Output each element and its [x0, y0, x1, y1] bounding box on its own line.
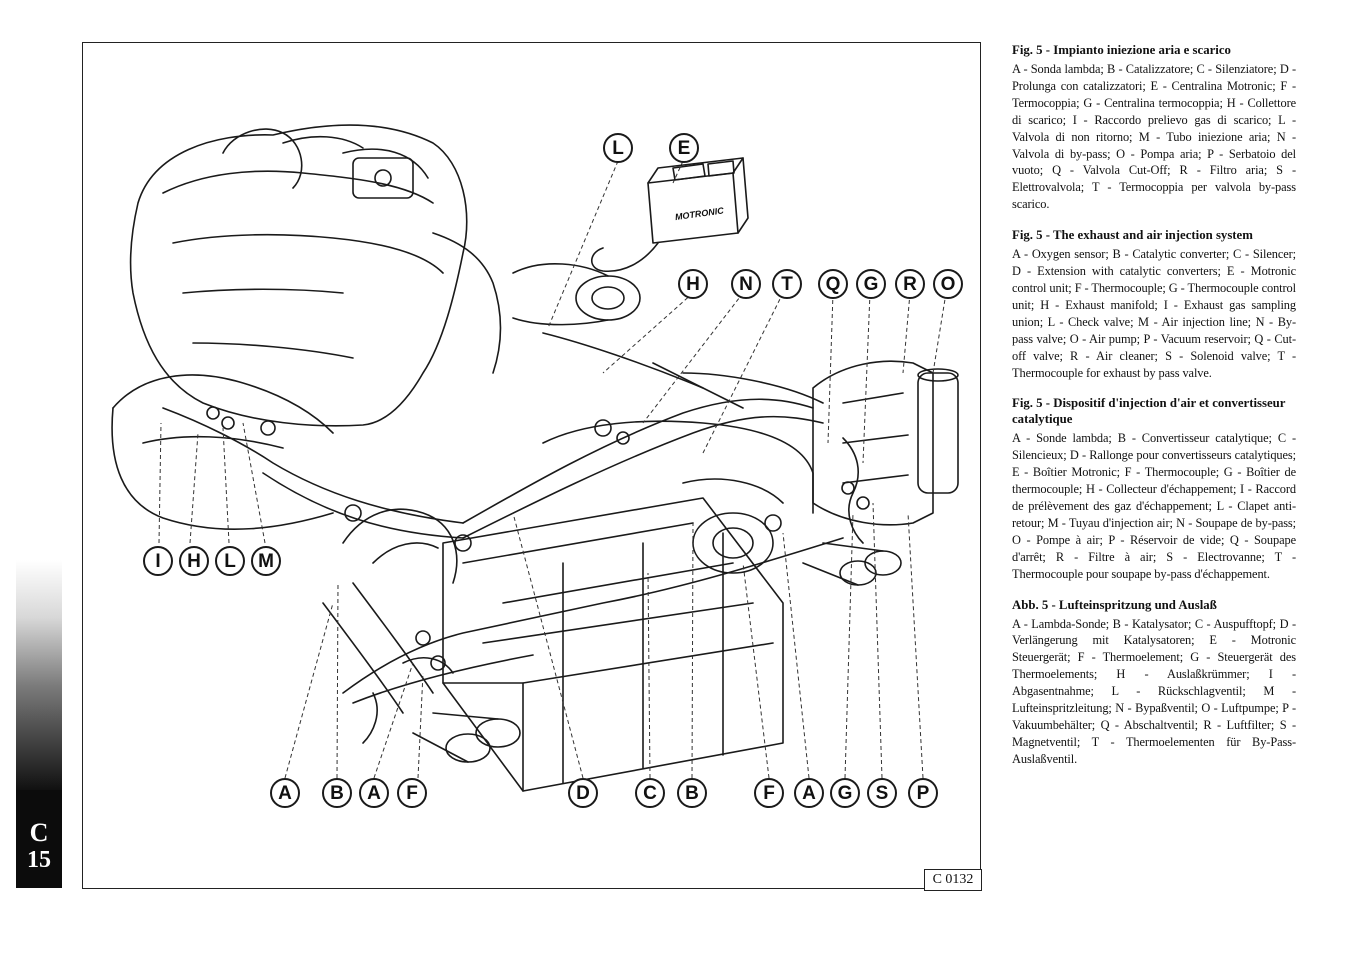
caption-text: A - Sonde lambda; B - Convertisseur catalytique; C - Silencieux; D - Rallonge pour convertisseurs catalytiques; E - Boîtier Motronic; F - Thermocouple; G - Boîtier de thermocouple; H - Collecteur d'échappement; I - Raccord de prélèvement des gaz d'échappement; L - Clapet anti-retour; M - Tuyau d'injection air; N - Soupape de by-pass; O - Pompe à air; P - Réservoir de vide; Q - Soupape d'arrêt; R - Filtre à air; S - Electrovanne; T - Thermocouple pour soupape by-pass d'échappement.	[1012, 431, 1296, 581]
callout-S: S	[867, 778, 897, 808]
page-number: 15	[27, 847, 51, 873]
callout-E: E	[669, 133, 699, 163]
callout-A-3: A	[794, 778, 824, 808]
callout-M: M	[251, 546, 281, 576]
caption-french	[1012, 395, 1296, 582]
caption-title: Fig. 5 - The exhaust and air injection system	[1012, 228, 1253, 243]
callout-P: P	[908, 778, 938, 808]
callout-A-2: A	[359, 778, 389, 808]
caption-title: Abb. 5 - Lufteinspritzung und Auslaß	[1012, 597, 1217, 612]
callout-F-2: F	[754, 778, 784, 808]
callout-C: C	[635, 778, 665, 808]
callout-A-1: A	[270, 778, 300, 808]
callout-I: I	[143, 546, 173, 576]
callout-R: R	[895, 269, 925, 299]
caption-italian	[1012, 42, 1296, 213]
callout-H-top: H	[678, 269, 708, 299]
caption-title: Fig. 5 - Impianto iniezione aria e scarico	[1012, 43, 1231, 57]
caption-english	[1012, 227, 1296, 381]
callout-Q: Q	[818, 269, 848, 299]
caption-title: Fig. 5 - Dispositif d'injection d'air et convertisseur catalytique	[1012, 396, 1286, 427]
ecu-label: MOTRONIC	[674, 205, 725, 223]
caption-text: A - Lambda-Sonde; B - Katalysator; C - Auspufftopf; D - Verlängerung mit Katalysatoren; E - Motronic Steuergerät; F - Thermoelement; G - Steuergerät des Thermoelements; H - Auslaßkrümmer; I - Abgasentnahme; L - Rückschlagventil; M - Lufteinspritzleitung; N - Bypaßventil; O - Luftpumpe; P - Vakuumbehälter; Q - Abschaltventil; R - Luftfilter; S - Magnetventil; T - Thermoelementen für By-Pass-Auslaßventil.	[1012, 616, 1296, 766]
callout-O: O	[933, 269, 963, 299]
callout-L-top: L	[603, 133, 633, 163]
section-letter: C	[29, 818, 49, 847]
callout-F-1: F	[397, 778, 427, 808]
caption-text: A - Sonda lambda; B - Catalizzatore; C - Silenziatore; D - Prolunga con catalizzatori; E - Centralina Motronic; F - Termocoppia; G - Centralina termocoppia; H - Collettore di scarico; I - Raccordo prelievo gas di scarico; L - Valvola di non ritorno; M - Tubo iniezione aria; N - Valvola di by-pass; O - Pompa aria; P - Serbatoio del vuoto; Q - Valvola Cut-Off; R - Filtro aria; S - Elettrovalvola; T - Termocoppia per valvola by-pass scarico.	[1012, 62, 1296, 212]
callout-N: N	[731, 269, 761, 299]
callout-D: D	[568, 778, 598, 808]
callout-B-2: B	[677, 778, 707, 808]
callout-G-top: G	[856, 269, 886, 299]
figure-code: C 0132	[924, 869, 982, 891]
caption-german	[1012, 597, 1296, 768]
callout-L-left: L	[215, 546, 245, 576]
caption-column	[1012, 42, 1296, 782]
engine-figure	[82, 42, 981, 889]
section-tab	[16, 790, 62, 888]
callout-H-left: H	[179, 546, 209, 576]
callout-G-2: G	[830, 778, 860, 808]
caption-text: A - Oxygen sensor; B - Catalytic converter; C - Silencer; D - Extension with catalytic converters; E - Motronic control unit; F - Thermocouple; G - Thermocouple control unit; H - Exhaust manifold; I - Exhaust gas sampling union; L - Check valve; M - Air injection line; N - By-pass valve; O - Air pump; P - Vacuum reservoir; Q - Cut-off valve; R - Air cleaner; S - Solenoid valve; T - Thermocouple for exhaust by pass valve.	[1012, 247, 1296, 380]
callout-B-1: B	[322, 778, 352, 808]
callout-T: T	[772, 269, 802, 299]
page-edge-gradient	[16, 560, 62, 790]
engine-illustration	[83, 43, 982, 890]
